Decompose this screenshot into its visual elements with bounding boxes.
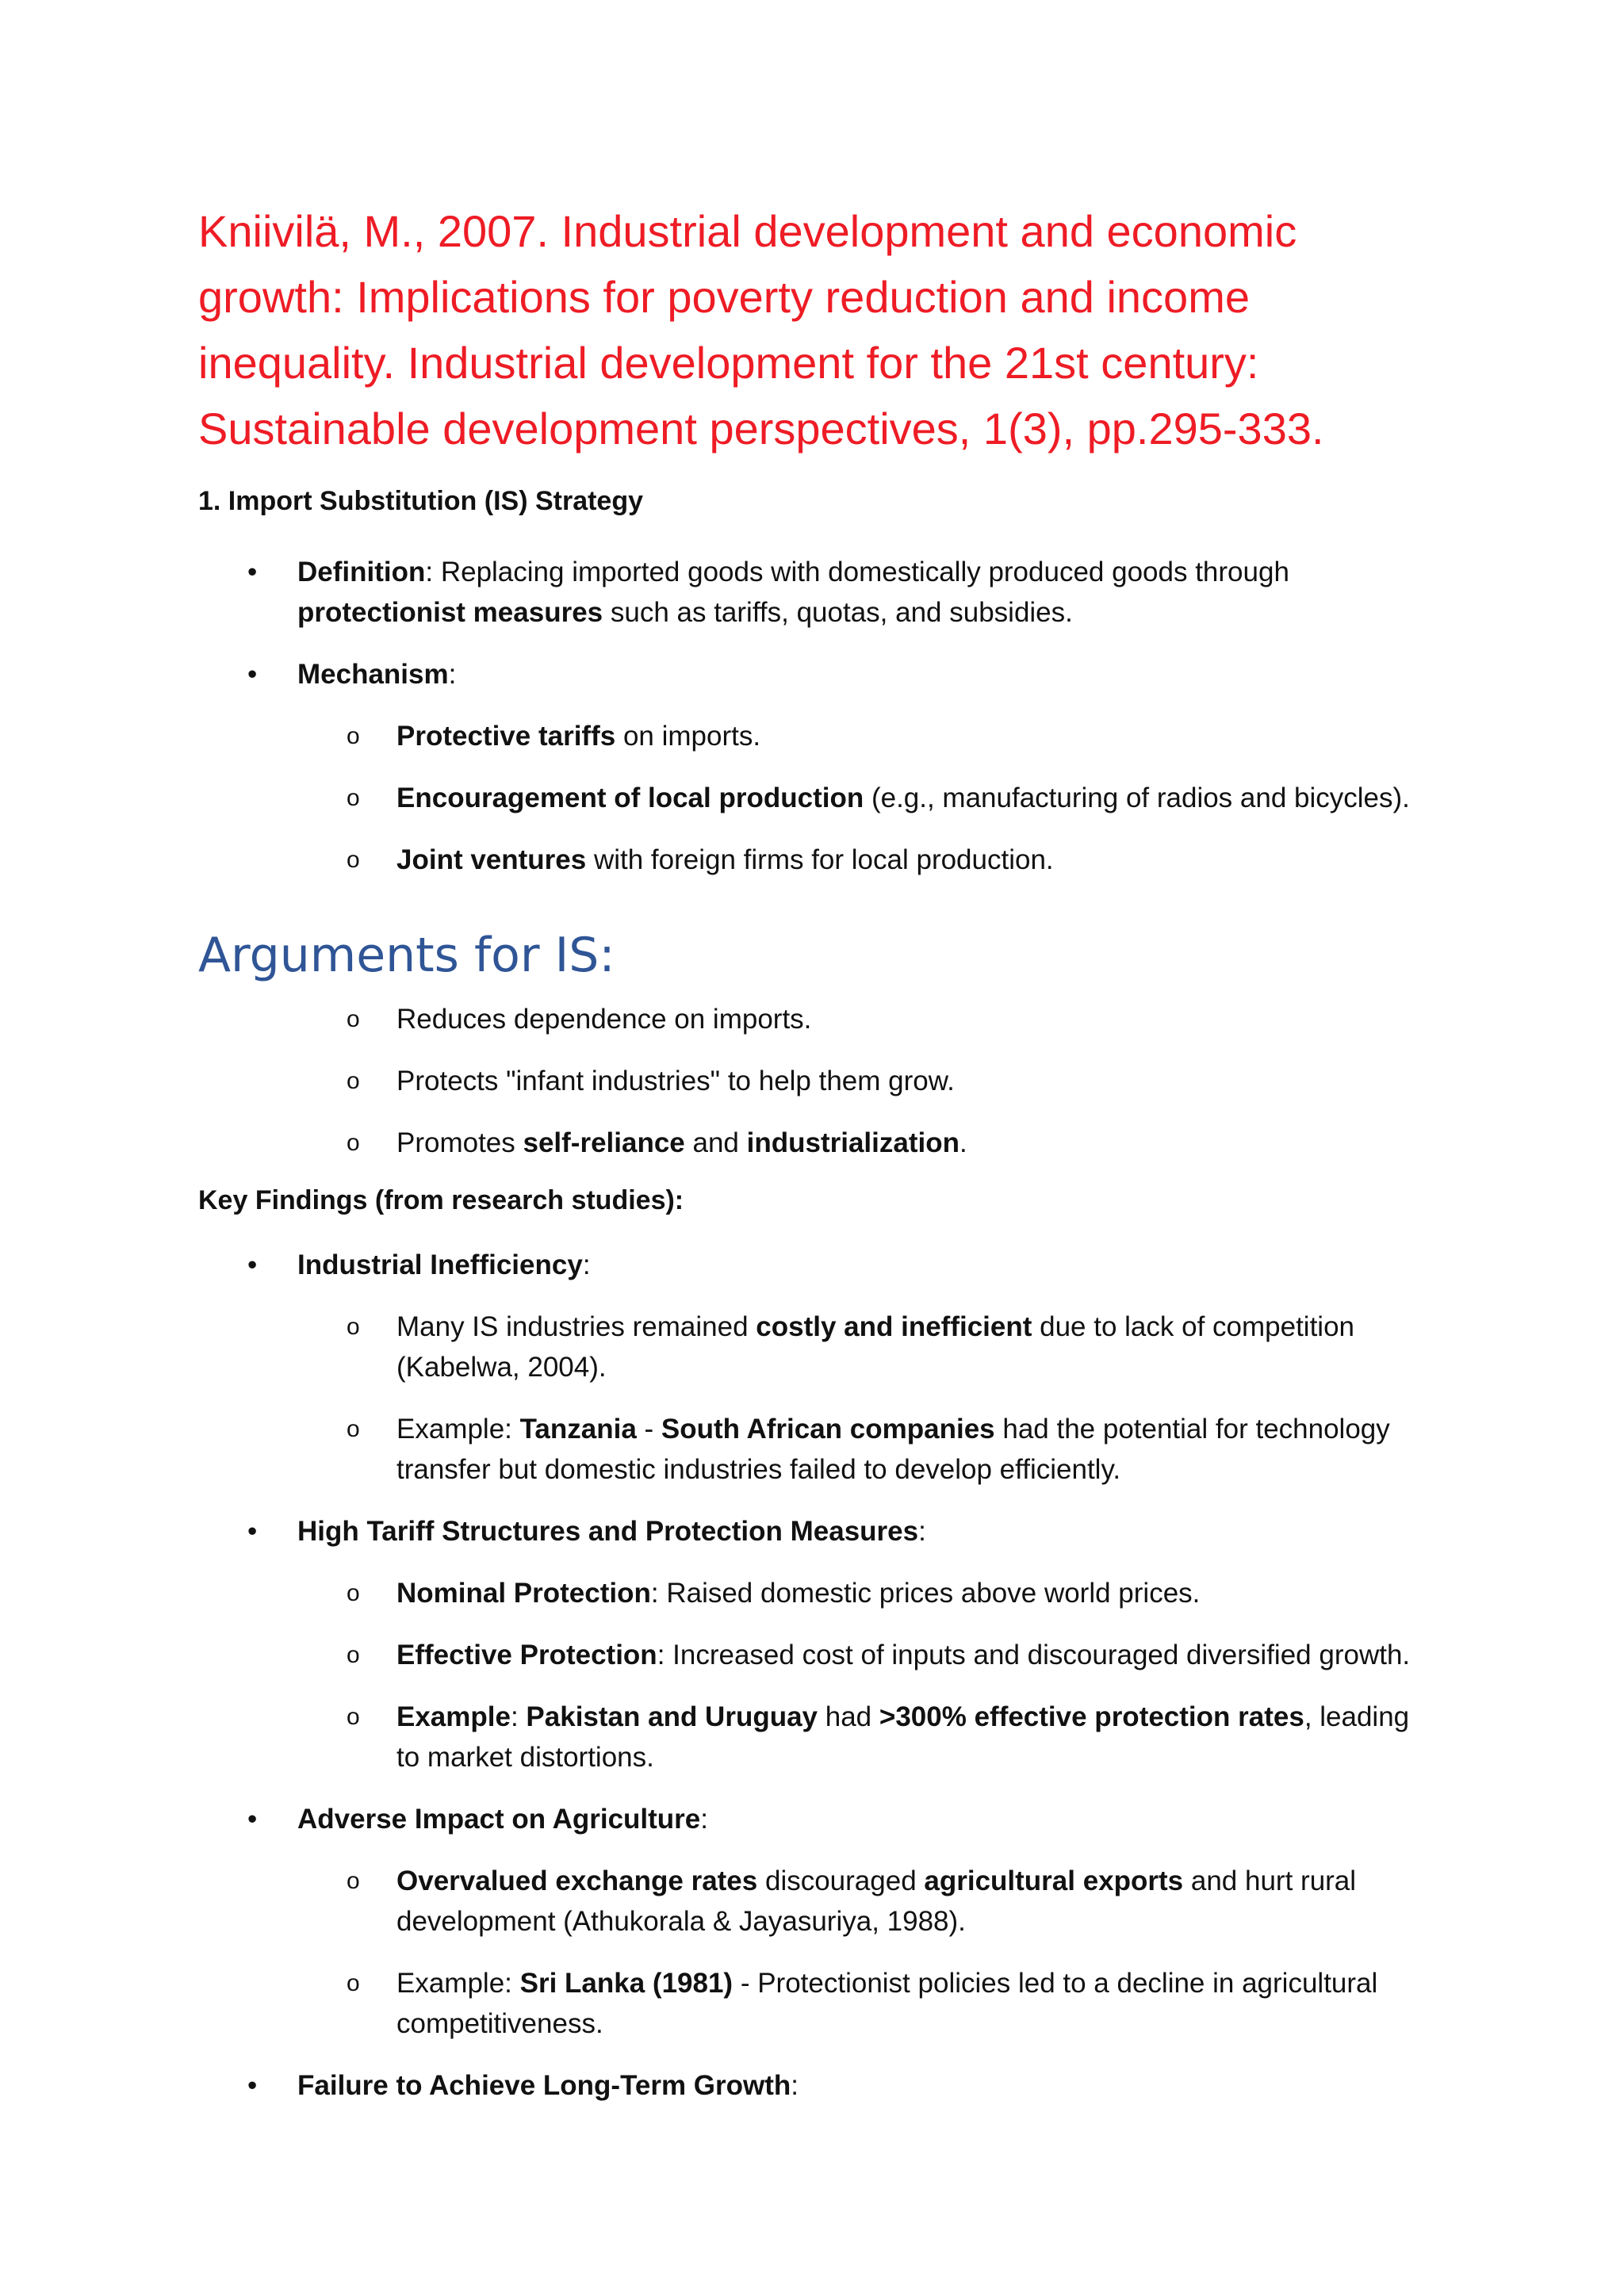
sub-marker: o — [347, 1970, 360, 1996]
finding-bold: Nominal Protection — [396, 1578, 651, 1609]
mechanism-item-text: on imports. — [615, 721, 761, 752]
argument-bold: industrialization — [746, 1127, 959, 1158]
bullet-high-tariff — [198, 1511, 1427, 1552]
document-title: Kniivilä, M., 2007. Industrial development and economic growth: Implications for poverty reduction and income inequality. Industrial development for the 21st century: Sustainable development perspectives, 1(3), pp.295-333. — [198, 206, 1324, 453]
finding-text: due to lack of competition (Kabelwa, 2004). — [396, 1311, 1355, 1383]
bullet-industrial-inefficiency — [198, 1245, 1427, 1285]
argument-item — [198, 1061, 1427, 1101]
bullet-definition — [198, 552, 1427, 633]
finding-text: : — [510, 1701, 527, 1732]
finding-bold: agricultural exports — [924, 1866, 1184, 1896]
colon: : — [582, 1249, 591, 1280]
colon: : — [700, 1804, 709, 1835]
definition-text: : Replacing imported goods with domestically produced goods through — [425, 557, 1289, 587]
sub-marker: o — [347, 785, 360, 811]
finding-label: Industrial Inefficiency — [297, 1249, 583, 1280]
argument-text: and — [684, 1127, 747, 1158]
finding-bold: Tanzania — [519, 1414, 637, 1445]
argument-item — [198, 999, 1427, 1039]
finding-bold: Overvalued exchange rates — [396, 1866, 758, 1896]
sub-marker: o — [347, 1416, 360, 1442]
sub-marker: o — [347, 723, 360, 749]
bullet-marker: • — [247, 1249, 258, 1280]
finding-label: Adverse Impact on Agriculture — [297, 1804, 701, 1835]
finding-item — [198, 1861, 1427, 1942]
argument-text: Protects "infant industries" to help them grow. — [396, 1066, 955, 1096]
finding-text: Many IS industries remained — [396, 1311, 756, 1342]
finding-item — [198, 1963, 1427, 2044]
finding-item — [198, 1307, 1427, 1387]
finding-bold: Pakistan and Uruguay — [526, 1701, 818, 1732]
bullet-long-term-growth — [198, 2065, 1427, 2106]
mechanism-item-bold: Protective tariffs — [396, 721, 616, 752]
finding-text: - Protectionist policies led to a decline in agricultural competitiveness. — [396, 1968, 1378, 2039]
argument-item — [198, 1123, 1427, 1163]
finding-text: discouraged — [757, 1866, 925, 1896]
mechanism-item-bold: Encouragement of local production — [396, 783, 864, 813]
finding-text: : Increased cost of inputs and discouraged diversified growth. — [657, 1640, 1411, 1670]
finding-item — [198, 1697, 1427, 1777]
finding-text: : Raised domestic prices above world prices. — [650, 1578, 1201, 1609]
finding-text: had — [818, 1701, 879, 1732]
sub-marker: o — [347, 1868, 360, 1894]
finding-bold: Effective Protection — [396, 1640, 657, 1670]
colon: : — [918, 1516, 926, 1547]
bullet-marker: • — [247, 1516, 258, 1547]
bullet-marker: • — [247, 659, 258, 690]
mechanism-item-text: (e.g., manufacturing of radios and bicycles). — [864, 783, 1410, 813]
finding-label: Failure to Achieve Long-Term Growth — [297, 2070, 791, 2101]
finding-item — [198, 1635, 1427, 1675]
finding-text: , leading to market distortions. — [396, 1701, 1410, 1773]
mechanism-item-bold: Joint ventures — [396, 844, 587, 875]
finding-text: Example: — [396, 1414, 520, 1445]
mechanism-label: Mechanism — [297, 659, 449, 690]
document-page — [198, 198, 1427, 2127]
finding-label: High Tariff Structures and Protection Measures — [297, 1516, 919, 1547]
bullet-marker: • — [247, 1804, 258, 1835]
finding-item — [198, 1409, 1427, 1490]
argument-text: Promotes — [396, 1127, 523, 1158]
definition-label: Definition — [297, 557, 426, 587]
sub-marker: o — [347, 1642, 360, 1668]
sub-marker: o — [347, 1704, 360, 1730]
bullet-marker: • — [247, 557, 258, 587]
sub-marker: o — [347, 1580, 360, 1606]
sub-marker: o — [347, 1068, 360, 1094]
colon: : — [448, 659, 457, 690]
bullet-mechanism — [198, 654, 1427, 695]
definition-text-end: such as tariffs, quotas, and subsidies. — [603, 597, 1073, 628]
mechanism-item — [198, 840, 1427, 880]
sub-marker: o — [347, 1006, 360, 1032]
mechanism-item — [198, 778, 1427, 818]
finding-text: and hurt rural development (Athukorala & Jayasuriya, 1988). — [396, 1866, 1357, 1937]
mechanism-item-text: with foreign firms for local production. — [586, 844, 1054, 875]
bullet-marker: • — [247, 2070, 258, 2101]
colon: : — [791, 2070, 799, 2101]
mechanism-item — [198, 716, 1427, 756]
sub-marker: o — [347, 1130, 360, 1156]
sub-marker: o — [347, 847, 360, 873]
finding-text: Example: — [396, 1968, 520, 1999]
finding-bold: South African companies — [661, 1414, 995, 1445]
section-heading-import-substitution: 1. Import Substitution (IS) Strategy — [198, 486, 644, 516]
bullet-agriculture — [198, 1799, 1427, 1839]
finding-bold: costly and inefficient — [756, 1311, 1032, 1342]
sub-marker: o — [347, 1314, 360, 1340]
definition-bold: protectionist measures — [297, 597, 603, 628]
finding-text: - — [636, 1414, 661, 1445]
finding-bold: Sri Lanka (1981) — [519, 1968, 733, 1999]
finding-item — [198, 1573, 1427, 1613]
finding-bold: Example — [396, 1701, 511, 1732]
argument-bold: self-reliance — [523, 1127, 685, 1158]
key-findings-heading: Key Findings (from research studies): — [198, 1185, 684, 1215]
finding-text: had the potential for technology transfer but domestic industries failed to develop efficiently. — [396, 1414, 1390, 1485]
finding-bold: >300% effective protection rates — [879, 1701, 1304, 1732]
argument-text: . — [959, 1127, 967, 1158]
argument-text: Reduces dependence on imports. — [396, 1004, 812, 1035]
arguments-heading: Arguments for IS: — [198, 928, 615, 983]
